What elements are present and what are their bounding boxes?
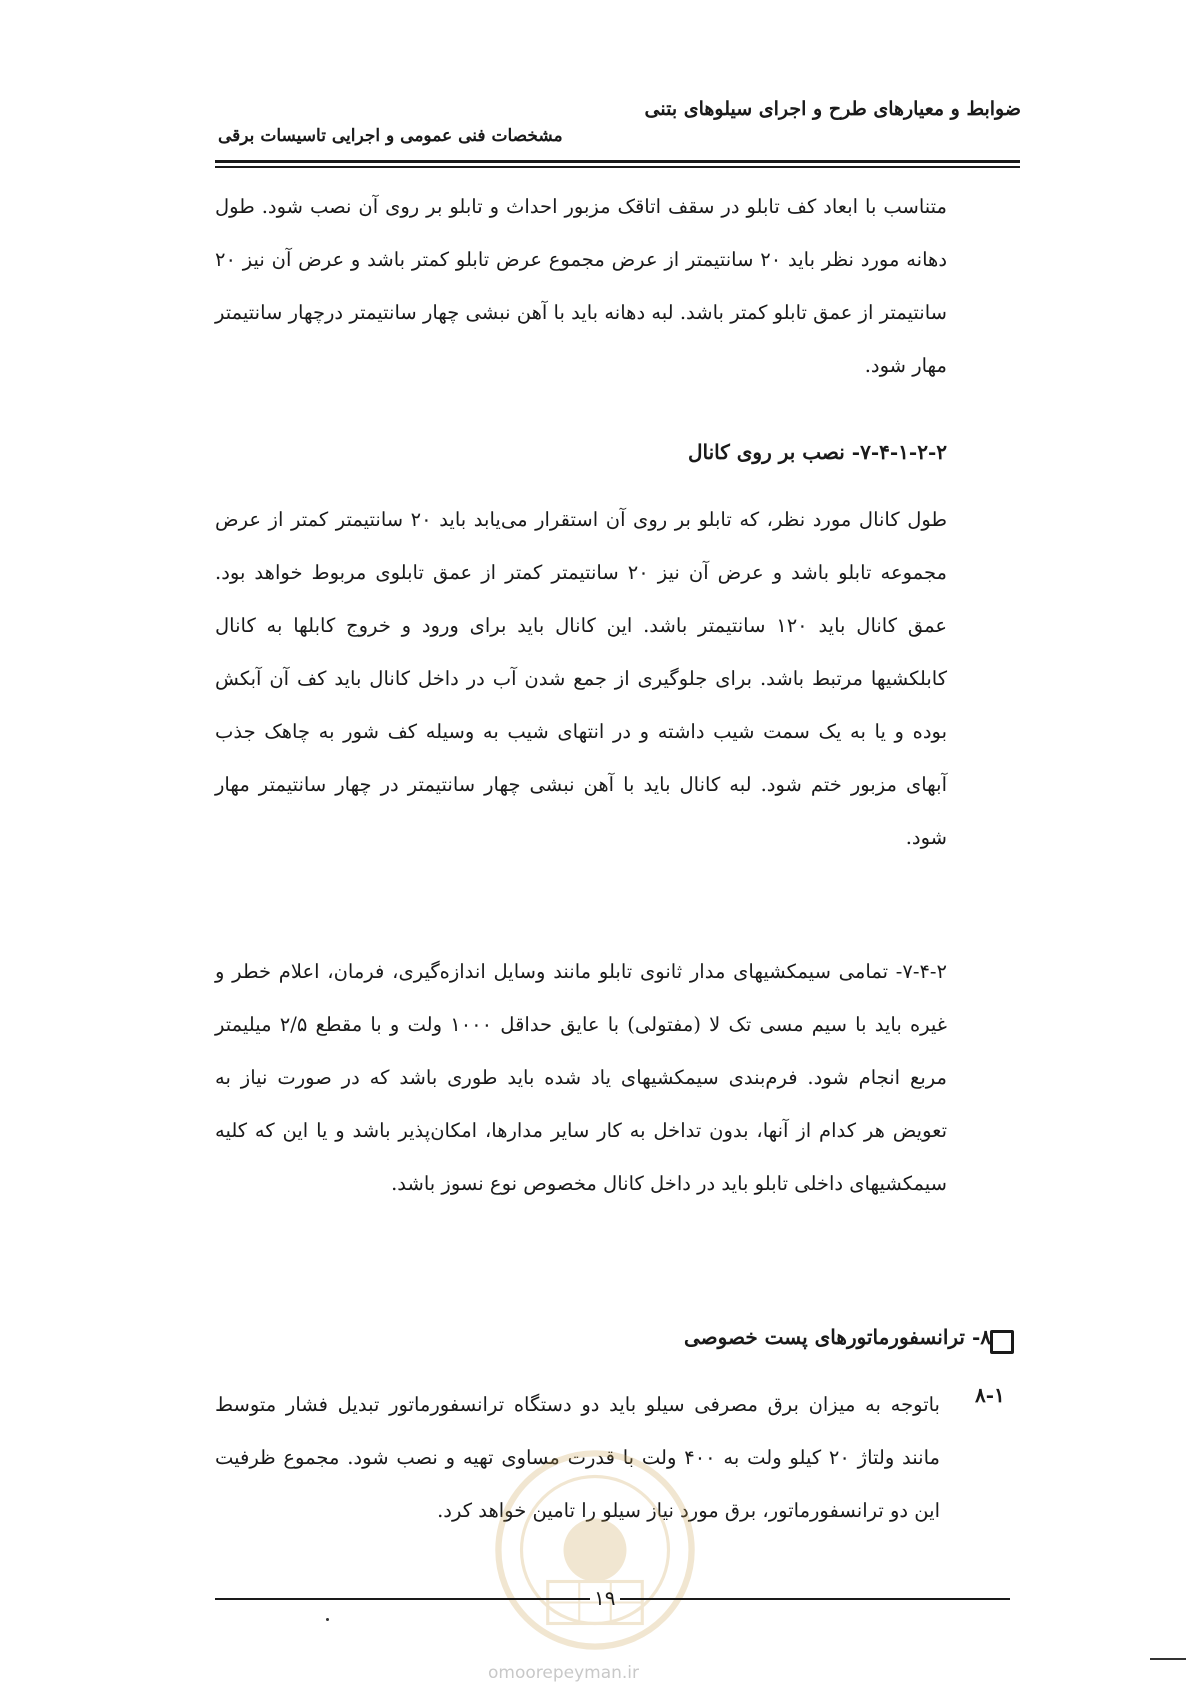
publisher-seal-watermark-icon xyxy=(490,1445,700,1655)
watermark-url: omoorepeyman.ir xyxy=(488,1663,640,1683)
header-rule-thick xyxy=(215,160,1020,163)
scan-edge-mark xyxy=(1150,1658,1186,1660)
subsection-heading: ۷-۴-۱-۲-۲- نصب بر روی کانال xyxy=(687,440,947,464)
item-8-1-text: باتوجه به میزان برق مصرفی سیلو باید دو دستگاه ترانسفورماتور تبدیل فشار متوسط مانند ولتاژ ۲۰ کیلو ولت به ۴۰۰ ولت با قدرت مساوی تهیه و نصب شود. مجموع ظرفیت این دو ترانسفورماتور، برق مورد نیاز سیلو را تامین خواهد کرد. xyxy=(215,1393,940,1522)
running-header-book-title: ضوابط و معیارهای طرح و اجرای سیلوهای بتنی xyxy=(644,98,1021,120)
footer-rule-right xyxy=(620,1598,1010,1600)
paragraph-2: طول کانال مورد نظر، که تابلو بر روی آن استقرار می‌یابد باید ۲۰ سانتیمتر کمتر از عرض مجموعه تابلو باشد و عرض آن نیز ۲۰ سانتیمتر کمتر از عمق تابلوی مربوط خواهد بود. عمق کانال باید ۱۲۰ سانتیمتر باشد. این کانال باید برای ورود و خروج کابلها به کانال کابلکشیها مرتبط باشد. برای جلوگیری از جمع شدن آب در داخل کانال باید کف آن آبکش بوده و یا به یک سمت شیب داشته و در انتهای شیب به وسیله کف شور به چاهک جذب آبهای مزبور ختم شود. لبه کانال باید با آهن نبشی چهار سانتیمتر در چهار سانتیمتر مهار شود. xyxy=(215,508,947,849)
page-number: ۱۹ xyxy=(594,1586,616,1610)
section-bullet-box-icon xyxy=(990,1330,1014,1354)
header-rule-thin xyxy=(215,166,1020,168)
section-8-heading: ۸- ترانسفورماتورهای پست خصوصی xyxy=(683,1325,991,1349)
running-header-section-title: مشخصات فنی عمومی و اجرایی تاسیسات برقی xyxy=(218,126,563,146)
paragraph-3: ۷-۴-۲- تمامی سیمکشیهای مدار ثانوی تابلو مانند وسایل اندازه‌گیری، فرمان، اعلام خطر و غیره باید با سیم مسی تک لا (مفتولی) با عایق حداقل ۱۰۰۰ ولت و با مقطع ۲/۵ میلیمتر مربع انجام شود. فرم‌بندی سیمکشیهای یاد شده باید طوری باشد که در صورت نیاز به تعویض هر کدام از آنها، بدون تداخل به کار سایر مدارها، امکان‌پذیر باشد و یا این که کلیه سیمکشیهای داخلی تابلو باید در داخل کانال مخصوص نوع نسوز باشد. xyxy=(215,960,948,1195)
scan-speck xyxy=(326,1618,329,1621)
paragraph-1: متناسب با ابعاد کف تابلو در سقف اتاقک مزبور احداث و تابلو بر روی آن نصب شود. طول دهانه مورد نظر باید ۲۰ سانتیمتر از عرض مجموع عرض تابلو کمتر باشد و عرض آن نیز ۲۰ سانتیمتر از عمق تابلو کمتر باشد. لبه دهانه باید با آهن نبشی چهار سانتیمتر درچهار سانتیمتر مهار شود. xyxy=(215,195,947,377)
item-8-1-number: ۸-۱ xyxy=(975,1383,1005,1407)
footer-rule-left xyxy=(215,1598,590,1600)
